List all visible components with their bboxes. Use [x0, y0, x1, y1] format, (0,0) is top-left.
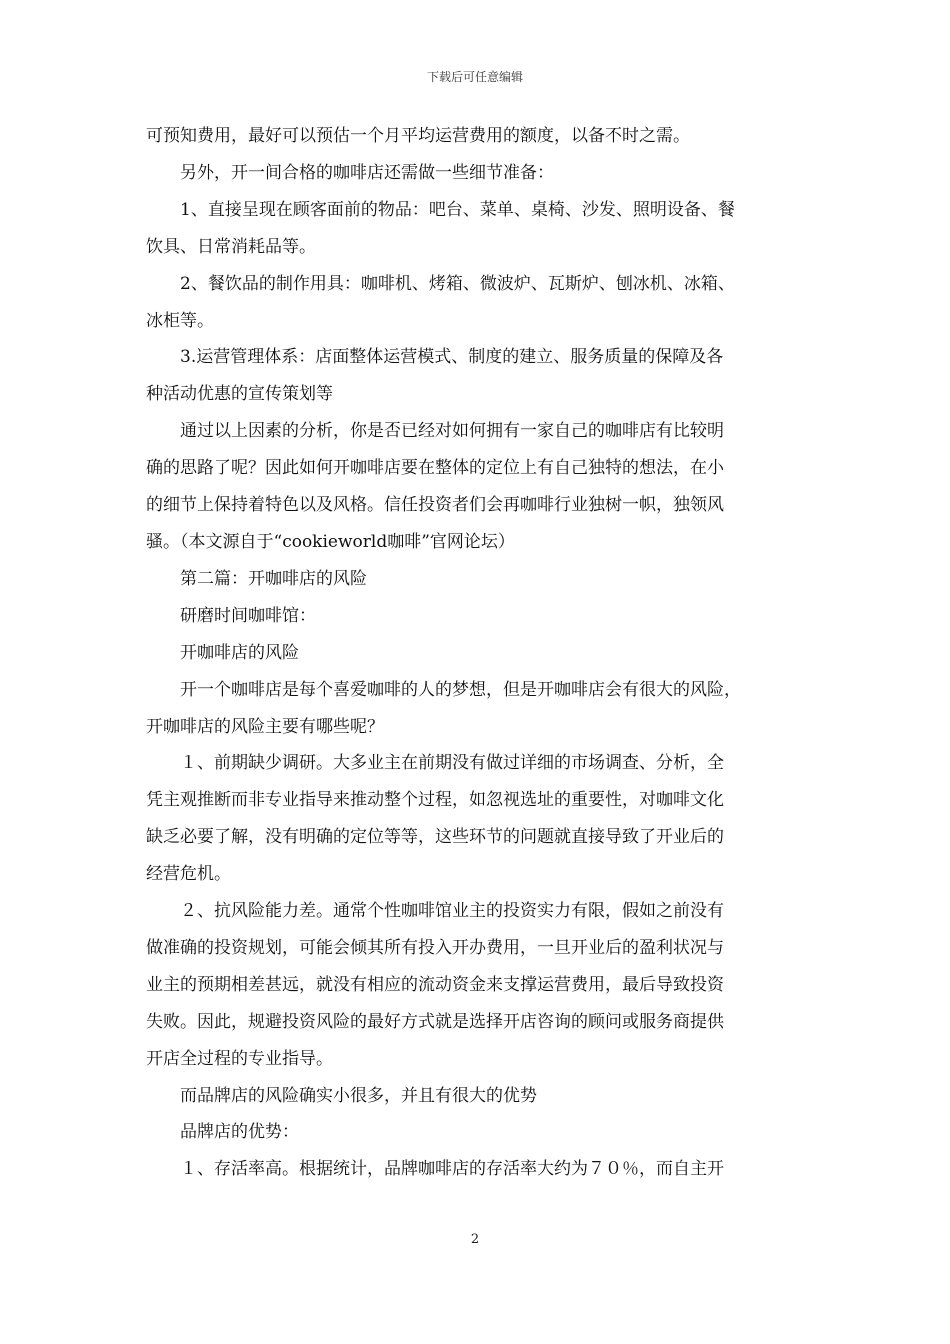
text-line: 确的思路了呢？因此如何开咖啡店要在整体的定位上有自己独特的想法，在小	[146, 458, 724, 479]
text-line: 而品牌店的风险确实小很多，并且有很大的优势	[180, 1085, 537, 1106]
text-line: 缺乏必要了解，没有明确的定位等等，这些环节的问题就直接导致了开业后的	[146, 827, 724, 848]
text-line: 开咖啡店的风险主要有哪些呢？	[146, 716, 384, 737]
text-line: 骚。（本文源自于“cookieworld咖啡”官网论坛）	[146, 531, 515, 552]
text-line: 研磨时间咖啡馆：	[180, 605, 316, 626]
text-line: 业主的预期相差甚远，就没有相应的流动资金来支撑运营费用，最后导致投资	[146, 974, 724, 995]
text-line: 冰柜等。	[146, 310, 214, 331]
text-line: 凭主观推断而非专业指导来推动整个过程，如忽视选址的重要性，对咖啡文化	[146, 790, 724, 811]
document-body	[146, 118, 822, 1188]
text-line: １、存活率高。根据统计，品牌咖啡店的存活率大约为７０％，而自主开	[180, 1159, 724, 1180]
text-line: １、前期缺少调研。大多业主在前期没有做过详细的市场调查、分析，全	[180, 753, 724, 774]
text-line: 饮具、日常消耗品等。	[146, 236, 316, 257]
text-line: 3.运营管理体系：店面整体运营模式、制度的建立、服务质量的保障及各	[180, 347, 724, 368]
text-line: 2、餐饮品的制作用具：咖啡机、烤箱、微波炉、瓦斯炉、刨冰机、冰箱、	[180, 273, 735, 294]
text-line: 品牌店的优势：	[180, 1122, 299, 1143]
text-line: 开一个咖啡店是每个喜爱咖啡的人的梦想，但是开咖啡店会有很大的风险，	[180, 679, 741, 700]
text-line: 的细节上保持着特色以及风格。信任投资者们会再咖啡行业独树一帜，独领风	[146, 495, 724, 516]
text-line: ２、抗风险能力差。通常个性咖啡馆业主的投资实力有限，假如之前没有	[180, 901, 724, 922]
text-line: 失败。因此，规避投资风险的最好方式就是选择开店咨询的顾问或服务商提供	[146, 1011, 724, 1032]
page-header: 下载后可任意编辑	[426, 70, 523, 84]
text-line: 可预知费用，最好可以预估一个月平均运营费用的额度，以备不时之需。	[146, 126, 690, 146]
text-line: 另外，开一间合格的咖啡店还需做一些细节准备：	[180, 162, 554, 183]
text-line: 经营危机。	[146, 864, 231, 885]
text-line: 开店全过程的专业指导。	[146, 1048, 333, 1069]
text-line: 通过以上因素的分析，你是否已经对如何拥有一家自己的咖啡店有比较明	[180, 421, 724, 442]
section-heading: 第二篇：开咖啡店的风险	[180, 568, 367, 589]
page-number: 2	[470, 1232, 480, 1247]
text-line: 种活动优惠的宣传策划等	[146, 384, 333, 405]
text-line: 开咖啡店的风险	[180, 642, 299, 663]
text-line: 1、直接呈现在顾客面前的物品：吧台、菜单、桌椅、沙发、照明设备、餐	[180, 199, 735, 220]
text-line: 做准确的投资规划，可能会倾其所有投入开办费用，一旦开业后的盈利状况与	[146, 937, 724, 958]
